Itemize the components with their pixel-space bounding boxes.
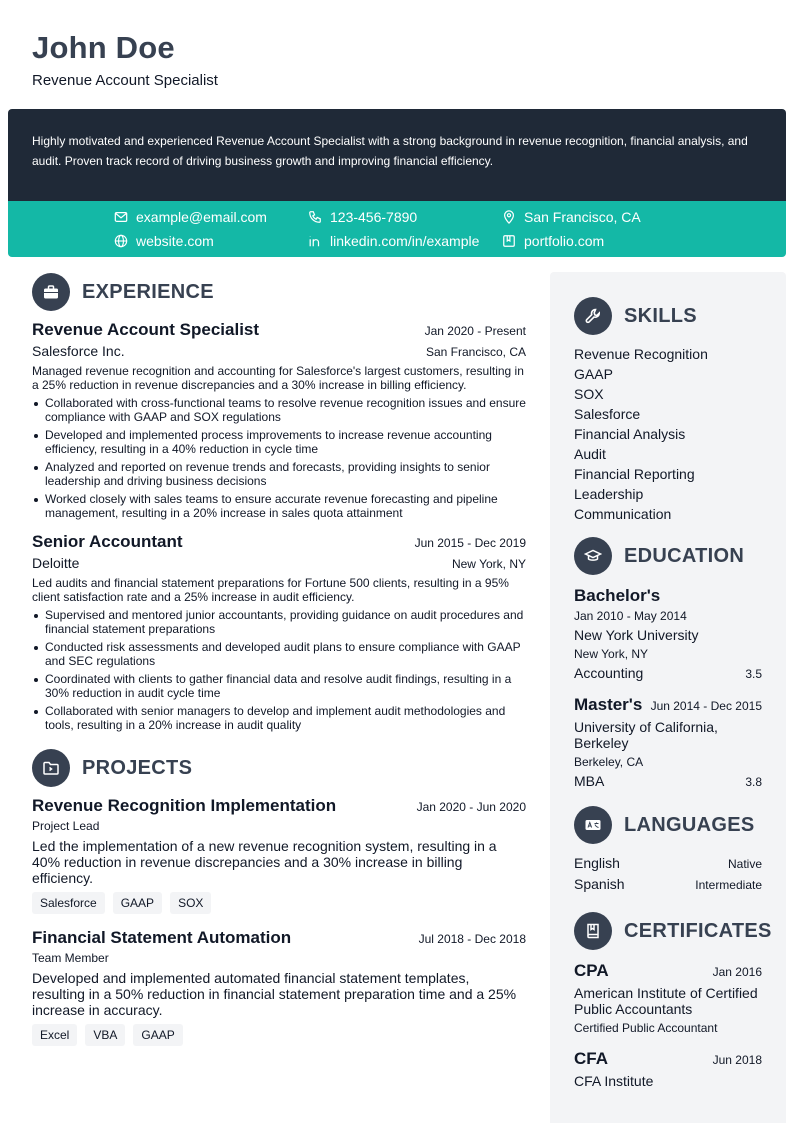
job-location: New York, NY xyxy=(451,557,526,571)
language-level: Intermediate xyxy=(695,878,762,892)
project-tags xyxy=(32,1024,526,1046)
list-item: Analyzed and reported on revenue trends and forecasts, providing insights to senior leadership and driving business decisions xyxy=(32,460,526,488)
contact-bar xyxy=(8,201,786,257)
certificate-entry xyxy=(574,961,762,1035)
skill-item: Leadership xyxy=(574,486,644,502)
certificates-header xyxy=(574,911,772,951)
translate-icon xyxy=(584,816,602,834)
job-bullets xyxy=(32,608,526,732)
project-role: Team Member xyxy=(32,951,109,965)
education-entry xyxy=(574,586,762,681)
job-company: Deloitte xyxy=(32,555,80,571)
candidate-name: John Doe xyxy=(32,30,175,65)
tag: VBA xyxy=(85,1024,125,1046)
wrench-icon xyxy=(584,307,602,325)
skill-item: SOX xyxy=(574,386,604,402)
skills-list xyxy=(574,344,762,524)
location-icon xyxy=(502,210,516,224)
language-name: English xyxy=(574,855,620,871)
linkedin-text: linkedin.com/in/example xyxy=(330,233,480,249)
job-description: Led audits and financial statement preparations for Fortune 500 clients, resulting in a 95% client satisfaction rate and a 25% increase in audit efficiency. xyxy=(32,576,509,604)
skill-item: Salesforce xyxy=(574,406,641,422)
edu-location: New York, NY xyxy=(574,647,649,661)
project-role: Project Lead xyxy=(32,819,100,833)
email-text: example@email.com xyxy=(136,209,267,225)
section-icon-circle xyxy=(574,297,612,335)
language-item xyxy=(574,874,762,895)
main-column xyxy=(32,272,526,1046)
book-icon xyxy=(584,922,602,940)
skill-item: GAAP xyxy=(574,366,613,382)
list-item: Supervised and mentored junior accountants, providing guidance on audit procedures and financial statement preparations xyxy=(32,608,526,636)
list-item: Developed and implemented process improvements to increase revenue accounting efficiency, resulting in a 40% reduction in cycle time xyxy=(32,428,526,456)
globe-icon xyxy=(114,234,128,248)
skills-title: SKILLS xyxy=(624,304,697,327)
job-title: Revenue Account Specialist xyxy=(32,320,260,339)
edu-field: MBA xyxy=(574,773,605,789)
section-icon-circle xyxy=(574,806,612,844)
job-dates: Jan 2020 - Present xyxy=(424,324,526,338)
summary-panel xyxy=(8,109,786,201)
experience-title: EXPERIENCE xyxy=(82,280,214,303)
edu-gpa: 3.5 xyxy=(745,667,762,681)
cert-date: Jun 2018 xyxy=(712,1053,762,1067)
cert-full-name: Certified Public Accountant xyxy=(574,1021,718,1035)
job-location: San Francisco, CA xyxy=(425,345,526,359)
edu-degree: Bachelor's xyxy=(574,586,661,605)
contact-linkedin[interactable] xyxy=(308,233,479,249)
resume-header xyxy=(32,30,218,89)
briefcase-icon xyxy=(42,283,60,301)
certificates-title: CERTIFICATES xyxy=(624,919,772,942)
project-description: Developed and implemented automated financial statement templates, resulting in a 50% reduction in financial statement preparation time and a 25% increase in accuracy. xyxy=(32,970,517,1018)
language-level: Native xyxy=(727,857,762,871)
portfolio-text: portfolio.com xyxy=(524,233,605,249)
graduation-cap-icon xyxy=(584,547,602,565)
languages-list xyxy=(574,853,762,895)
folder-icon xyxy=(42,759,60,777)
job-dates: Jun 2015 - Dec 2019 xyxy=(414,536,526,550)
tag: Excel xyxy=(32,1024,77,1046)
contact-website[interactable] xyxy=(114,233,214,249)
job-entry xyxy=(32,532,526,732)
edu-location: Berkeley, CA xyxy=(574,755,644,769)
language-item xyxy=(574,853,762,874)
project-tags xyxy=(32,892,526,914)
location-text: San Francisco, CA xyxy=(524,209,641,225)
tag: GAAP xyxy=(133,1024,182,1046)
certificate-entry xyxy=(574,1049,762,1089)
project-dates: Jan 2020 - Jun 2020 xyxy=(416,800,526,814)
contact-email[interactable] xyxy=(114,209,267,225)
portfolio-icon xyxy=(502,234,516,248)
phone-icon xyxy=(308,210,322,224)
edu-field: Accounting xyxy=(574,665,644,681)
section-icon-circle xyxy=(32,273,70,311)
list-item: Collaborated with senior managers to develop and implement audit methodologies and tools, resulting in a 20% increase in audit quality xyxy=(32,704,526,732)
project-entry xyxy=(32,796,526,914)
experience-header xyxy=(32,272,526,312)
project-description: Led the implementation of a new revenue recognition system, resulting in a 40% reduction in revenue discrepancies and a 30% increase in billing efficiency. xyxy=(32,838,497,886)
skill-item: Revenue Recognition xyxy=(574,346,708,362)
edu-school: New York University xyxy=(574,627,699,643)
education-entry xyxy=(574,695,762,789)
cert-issuer: CFA Institute xyxy=(574,1073,654,1089)
languages-header xyxy=(574,805,762,845)
list-item: Collaborated with cross-functional teams to resolve revenue recognition issues and ensure compliance with GAAP and SOX regulations xyxy=(32,396,526,424)
skill-item: Financial Analysis xyxy=(574,426,686,442)
edu-school: University of California, Berkeley xyxy=(574,719,718,751)
education-header xyxy=(574,536,762,576)
language-name: Spanish xyxy=(574,876,625,892)
contact-phone[interactable] xyxy=(308,209,417,225)
job-bullets xyxy=(32,396,526,520)
tag: GAAP xyxy=(113,892,162,914)
summary-text: Highly motivated and experienced Revenue Account Specialist with a strong background in revenue recognition, financial analysis, and audit. Proven track record of driving business growth and improving financial efficiency. xyxy=(32,134,748,168)
cert-name: CPA xyxy=(574,961,609,980)
projects-title: PROJECTS xyxy=(82,756,193,779)
list-item: Worked closely with sales teams to ensure accurate revenue forecasting and pipeline management, resulting in a 20% increase in sales quota attainment xyxy=(32,492,526,520)
cert-date: Jan 2016 xyxy=(712,965,762,979)
project-dates: Jul 2018 - Dec 2018 xyxy=(418,932,526,946)
job-description: Managed revenue recognition and accounting for Salesforce's largest customers, resulting in a 25% reduction in revenue discrepancies and a 30% increase in billing efficiency. xyxy=(32,364,524,392)
skill-item: Communication xyxy=(574,506,672,522)
languages-title: LANGUAGES xyxy=(624,813,755,836)
section-icon-circle xyxy=(574,537,612,575)
website-text: website.com xyxy=(136,233,214,249)
list-item: Conducted risk assessments and developed audit plans to ensure compliance with GAAP and SEC regulations xyxy=(32,640,526,668)
list-item: Coordinated with clients to gather financial data and resolve audit findings, resulting in a 30% reduction in audit cycle time xyxy=(32,672,526,700)
job-company: Salesforce Inc. xyxy=(32,343,125,359)
education-title: EDUCATION xyxy=(624,544,745,567)
job-title: Senior Accountant xyxy=(32,532,183,551)
projects-header xyxy=(32,748,526,788)
section-icon-circle xyxy=(574,912,612,950)
edu-degree: Master's xyxy=(574,695,643,714)
phone-text: 123-456-7890 xyxy=(330,209,418,225)
project-title: Revenue Recognition Implementation xyxy=(32,796,337,815)
sidebar xyxy=(550,272,786,1123)
edu-dates: Jan 2010 - May 2014 xyxy=(574,609,687,623)
candidate-role: Revenue Account Specialist xyxy=(32,72,218,89)
cert-name: CFA xyxy=(574,1049,608,1068)
tag: SOX xyxy=(170,892,211,914)
section-icon-circle xyxy=(32,749,70,787)
project-entry xyxy=(32,928,526,1046)
skill-item: Financial Reporting xyxy=(574,466,695,482)
skill-item: Audit xyxy=(574,446,606,462)
linkedin-icon xyxy=(308,234,322,248)
cert-issuer: American Institute of Certified Public Accountants xyxy=(574,985,758,1017)
mail-icon xyxy=(114,210,128,224)
edu-dates: Jun 2014 - Dec 2015 xyxy=(650,699,762,713)
skills-header xyxy=(574,296,762,336)
tag: Salesforce xyxy=(32,892,105,914)
job-entry xyxy=(32,320,526,520)
contact-portfolio[interactable] xyxy=(502,233,604,249)
edu-gpa: 3.8 xyxy=(745,775,762,789)
project-title: Financial Statement Automation xyxy=(32,928,292,947)
contact-location xyxy=(502,209,641,225)
